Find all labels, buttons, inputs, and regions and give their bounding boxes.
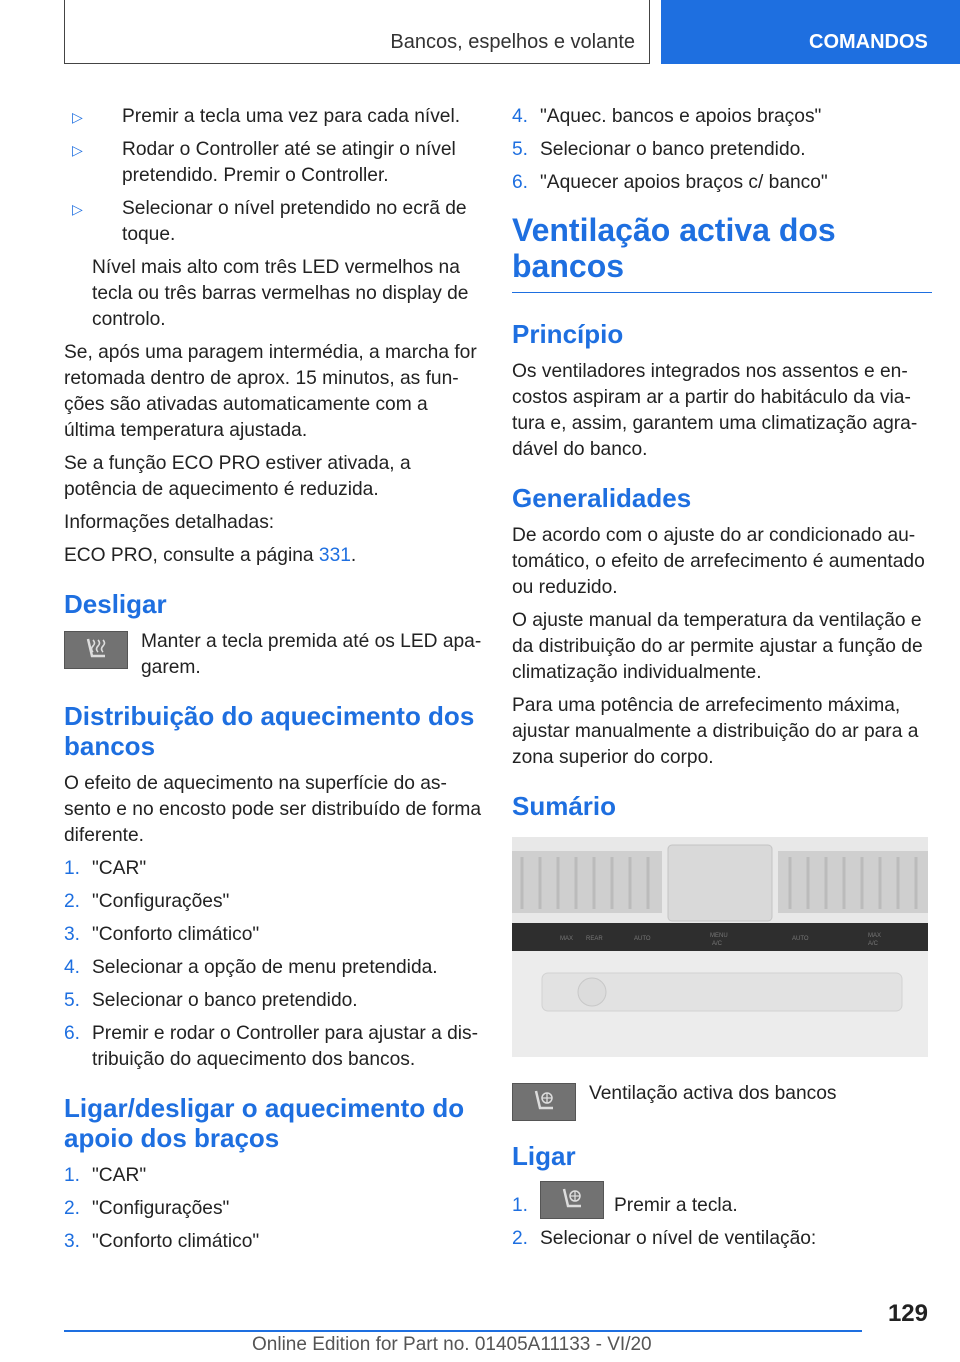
list-item: 3. "Conforto climático" bbox=[64, 924, 260, 945]
page-number: 129 bbox=[887, 1300, 928, 1327]
list-item: 6. Premir e rodar o Controller para ajustar a dis‐tribuição do aquecimento dos bancos. bbox=[64, 1023, 479, 1070]
climate-panel-photo bbox=[512, 837, 928, 1057]
header-chapter-tab bbox=[661, 0, 960, 64]
svg-text:MAX: MAX bbox=[868, 933, 882, 939]
list-item: 5. Selecionar o banco pretendido. bbox=[64, 990, 358, 1011]
list-item: 6. "Aquecer apoios braços c/ banco" bbox=[512, 172, 828, 193]
tri-list-item: ▷ Rodar o Controller até se atingir o nível pretendido. Premir o Controller. bbox=[72, 139, 456, 186]
section-title-general: Generalidades bbox=[512, 483, 692, 513]
svg-text:A/C: A/C bbox=[868, 941, 879, 947]
list-item: 2. "Configurações" bbox=[64, 1198, 230, 1219]
page-title: Ventilação activa dos bancos bbox=[512, 212, 932, 293]
header-section-title: Bancos, espelhos e volante bbox=[390, 31, 635, 53]
list-item: 4. Selecionar a opção de menu pretendida. bbox=[64, 957, 438, 978]
seat-ventilation-key-icon bbox=[512, 1083, 576, 1121]
armrest-steps-continued bbox=[512, 104, 932, 196]
paragraph: O efeito de aquecimento na superfície do as‐sento e no encosto pode ser distribuído de forma diferente. bbox=[64, 773, 482, 846]
vent-right bbox=[778, 851, 928, 913]
triangle-bullet-icon: ▷ bbox=[72, 201, 83, 217]
header-chapter-title: COMANDOS bbox=[809, 31, 928, 53]
vent-caption: Ventilação activa dos bancos bbox=[589, 1083, 837, 1104]
triangle-bullet-icon: ▷ bbox=[72, 142, 83, 158]
svg-text:MENU: MENU bbox=[710, 933, 728, 939]
list-item: 3. "Conforto climático" bbox=[64, 1231, 260, 1252]
svg-text:A/C: A/C bbox=[712, 941, 723, 947]
distribution-steps bbox=[64, 856, 482, 1073]
left-column bbox=[64, 104, 482, 1262]
header-section-box bbox=[64, 0, 650, 64]
section-title-summary: Sumário bbox=[512, 791, 617, 821]
section-title-principle: Princípio bbox=[512, 319, 624, 349]
footer-divider bbox=[64, 1330, 862, 1332]
list-item: 2. "Configurações" bbox=[64, 891, 230, 912]
right-column bbox=[512, 104, 932, 1259]
paragraph-eco-pro: ECO PRO, consulte a página 331. bbox=[64, 545, 357, 566]
section-title-ligar: Ligar bbox=[512, 1141, 576, 1171]
section-title-armrest: Ligar/desligar o aquecimento do apoio dos braços bbox=[64, 1093, 465, 1153]
tri-list-item: ▷ Selecionar o nível pretendido no ecrã de toque. bbox=[72, 198, 467, 245]
list-item: 1. Premir a tecla. bbox=[512, 1181, 932, 1219]
section-title-distribution: Distribuição do aquecimento dos bancos bbox=[64, 701, 475, 761]
list-item: 5. Selecionar o banco pretendido. bbox=[512, 139, 806, 160]
vent-left bbox=[512, 851, 662, 913]
section-title-desligar: Desligar bbox=[64, 589, 167, 619]
paragraph: Informações detalhadas: bbox=[64, 512, 275, 533]
list-item: 1. "CAR" bbox=[64, 858, 147, 879]
volume-knob bbox=[578, 978, 606, 1006]
paragraph: Se a função ECO PRO estiver ativada, a potência de aquecimento é reduzida. bbox=[64, 453, 411, 500]
indent-note: Nível mais alto com três LED vermelhos na tecla ou três barras vermelhas no display de controlo. bbox=[92, 257, 469, 330]
armrest-steps bbox=[64, 1163, 482, 1255]
list-item: 1. "CAR" bbox=[64, 1165, 147, 1186]
tri-list-item: ▷ Premir a tecla uma vez para cada nível. bbox=[64, 104, 482, 130]
paragraph: De acordo com o ajuste do ar condicionado au‐tomático, o efeito de arrefecimento é aumentado ou reduzido. bbox=[512, 525, 925, 598]
svg-text:REAR: REAR bbox=[586, 936, 603, 942]
paragraph: Os ventiladores integrados nos assentos e en‐costos aspiram ar a partir do habitáculo da via‐tura e, assim, garantem uma climatização agra‐dável do banco. bbox=[512, 361, 918, 460]
hazard-switch-housing bbox=[668, 845, 772, 921]
list-item: 2. Selecionar o nível de ventilação: bbox=[512, 1228, 817, 1249]
list-item: 4. "Aquec. bancos e apoios braços" bbox=[512, 106, 822, 127]
page-link[interactable]: 331 bbox=[318, 545, 351, 566]
svg-text:AUTO: AUTO bbox=[792, 936, 809, 942]
desligar-text: Manter a tecla premida até os LED apa‐garem. bbox=[141, 631, 482, 678]
seat-heating-key-icon bbox=[64, 631, 128, 669]
triangle-bullet-icon: ▷ bbox=[72, 109, 83, 125]
svg-text:AUTO: AUTO bbox=[634, 936, 651, 942]
footer-edition: Online Edition for Part no. 01405A11133 - VI/20 bbox=[252, 1334, 652, 1355]
svg-text:MAX: MAX bbox=[560, 936, 574, 942]
paragraph: Se, após uma paragem intermédia, a marcha for retomada dentro de aprox. 15 minutos, as fun‐ções são ativadas automaticamente com a última temperatura ajustada. bbox=[64, 342, 477, 441]
seat-ventilation-key-icon bbox=[540, 1181, 604, 1219]
ligar-steps bbox=[512, 1181, 932, 1252]
vent-key-row bbox=[512, 1081, 932, 1121]
paragraph: Para uma potência de arrefecimento máxima, ajustar manualmente a distribuição do ar para a zona superior do corpo. bbox=[512, 695, 919, 768]
desligar-row bbox=[64, 629, 482, 681]
paragraph: O ajuste manual da temperatura da ventilação e da distribuição do ar permite ajustar a função de climatização individualmente. bbox=[512, 610, 923, 683]
